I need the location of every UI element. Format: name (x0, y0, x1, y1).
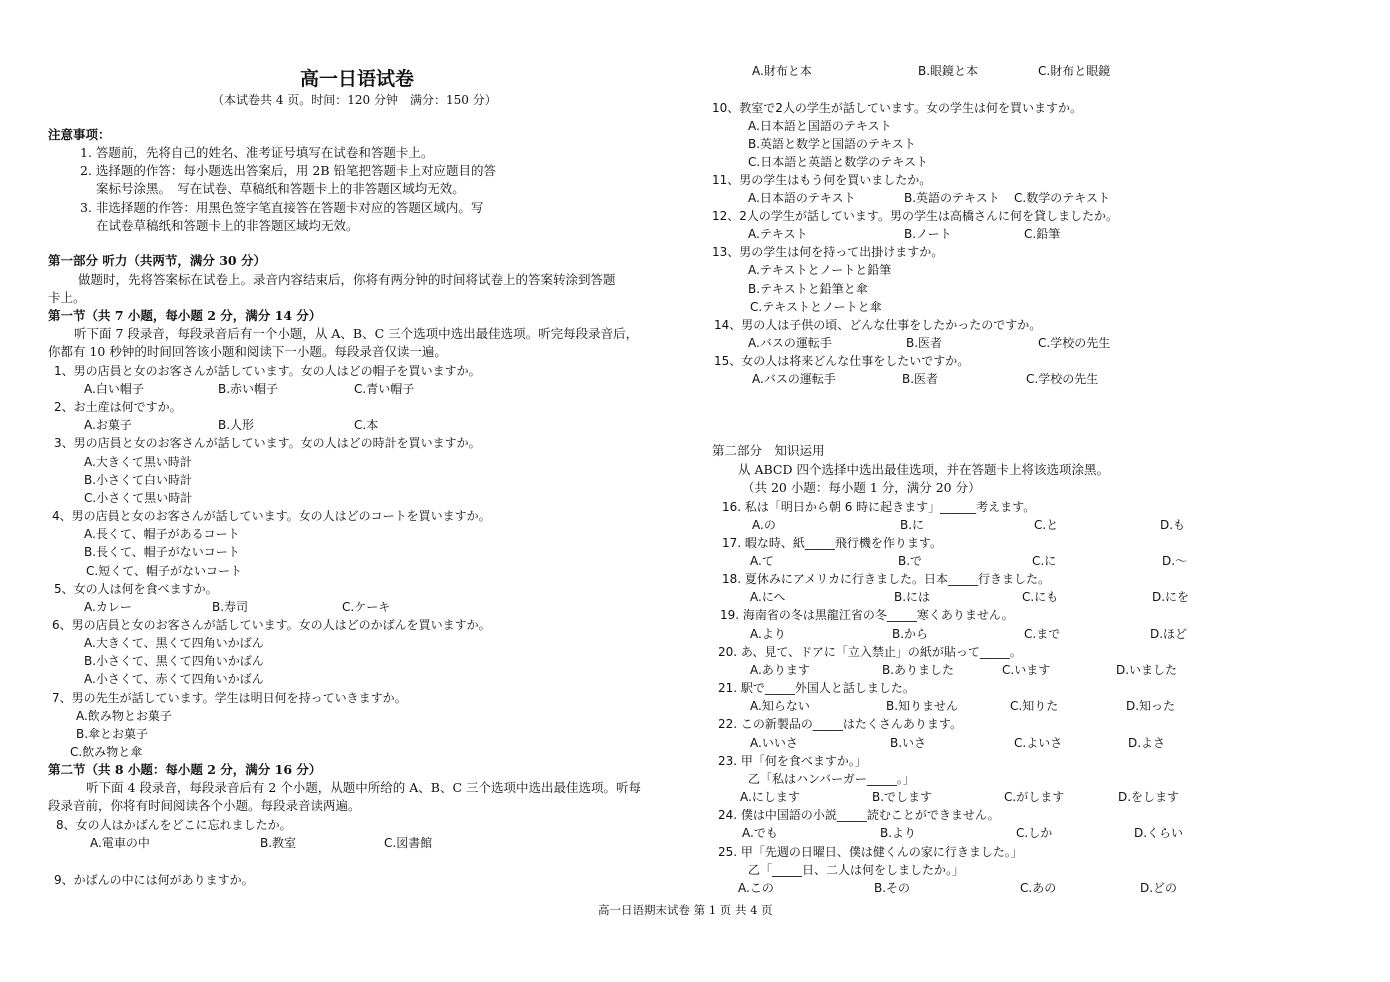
option: A.いいさ (750, 736, 798, 750)
option: B.赤い帽子 (218, 382, 279, 396)
footer-mid: 页 共 (719, 903, 747, 917)
option: C.学校の先生 (1038, 336, 1111, 350)
question-11: 11、男の学生はもう何を買いましたか。 (712, 173, 932, 187)
option: A.テキスト (748, 227, 808, 241)
page-title: 高一日语试卷 (300, 68, 415, 90)
option: A.バスの運転手 (748, 336, 832, 350)
question-4: 4、男の店員と女のお客さんが話しています。女の人はどのコートを買いますか。 (52, 509, 491, 523)
option: B.知りません (886, 699, 959, 713)
option: A.日本語と国語のテキスト (748, 119, 892, 133)
option: D.知った (1126, 699, 1176, 713)
question-20: 20. あ、見て、ドアに「立入禁止」の紙が貼って_____。 (718, 645, 1022, 659)
section1-intro: 你都有 10 秒钟的时间回答该小题和阅读下一小题。每段录音仅读一遍。 (48, 344, 447, 359)
option: C.図書館 (384, 836, 433, 850)
footer-total-pages: 4 (750, 903, 758, 917)
section1-intro: 听下面 7 段录音，每段录音后有一个小题，从 A、B、C 三个选项中选出最佳选项。听完每段录音后， (74, 326, 639, 341)
option: D.にを (1152, 590, 1190, 604)
option: B.より (880, 826, 917, 840)
option: A.大きくて黒い時計 (84, 455, 192, 469)
question-17: 17. 暇な時、紙_____飛行機を作ります。 (722, 536, 942, 550)
option: C.に (1032, 554, 1057, 568)
part2-intro: （共 20 小题：每小题 1 分，满分 20 分） (742, 480, 981, 495)
option: B.英語のテキスト (904, 191, 1000, 205)
option: B.で (898, 554, 923, 568)
question-18: 18. 夏休みにアメリカに行きました。日本_____行きました。 (722, 572, 1051, 586)
option: C.テキストとノートと傘 (750, 300, 882, 314)
option: A.の (752, 518, 776, 532)
option: A.テキストとノートと鉛筆 (748, 263, 892, 277)
notice-line: 案标号涂黑。 写在试卷、草稿纸和答题卡上的非答题区域均无效。 (96, 181, 465, 196)
option: B.英語と数学と国語のテキスト (748, 137, 916, 151)
option: A.飲み物とお菓子 (76, 709, 172, 723)
option: B.小さくて、黒くて四角いかばん (84, 654, 264, 668)
option: A.日本語のテキスト (748, 191, 856, 205)
option: C.数学のテキスト (1014, 191, 1110, 205)
notice-line: 1. 答题前，先将自己的姓名、准考证号填写在试卷和答题卡上。 (80, 145, 434, 160)
option: C.ケーキ (342, 600, 391, 614)
option: B.教室 (260, 836, 297, 850)
part1-heading: 第一部分 听力（共两节，满分 30 分） (48, 253, 266, 268)
option: B.いさ (890, 736, 927, 750)
option: C.学校の先生 (1026, 372, 1099, 386)
page-footer (598, 902, 773, 918)
option: B.テキストと鉛筆と傘 (748, 282, 868, 296)
option: C.鉛筆 (1024, 227, 1061, 241)
option: C.まで (1024, 627, 1061, 641)
question-19: 19. 海南省の冬は黒龍江省の冬_____寒くありません。 (720, 608, 1014, 622)
question-7: 7、男の先生が話しています。学生は明日何を持っていきますか。 (52, 691, 407, 705)
footer-page-number: 1 (708, 903, 717, 917)
option: C.います (1002, 663, 1051, 677)
option: C.知りた (1010, 699, 1059, 713)
option: C.本 (354, 418, 379, 432)
option: A.財布と本 (752, 64, 812, 78)
option: A.この (738, 881, 774, 895)
question-23: 23. 甲「何を食べますか。」 (718, 754, 867, 768)
question-14: 14、男の人は子供の頃、どんな仕事をしたかったのですか。 (714, 318, 1042, 332)
question-15: 15、女の人は将来どんな仕事をしたいですか。 (714, 354, 970, 368)
part2-heading: 第二部分 知识运用 (712, 443, 825, 458)
section1-heading: 第一节（共 7 小题，每小题 2 分，满分 14 分） (48, 308, 322, 323)
option: B.から (892, 627, 929, 641)
option: C.と (1034, 518, 1059, 532)
question-1: 1、男の店員と女のお客さんが話しています。女の人はどの帽子を買いますか。 (54, 364, 481, 378)
option: A.白い帽子 (84, 382, 144, 396)
option: C.にも (1022, 590, 1059, 604)
option: B.その (874, 881, 911, 895)
question-16: 16. 私は「明日から朝 6 時に起きます」______考えます。 (722, 500, 1036, 514)
option: D.くらい (1134, 826, 1184, 840)
option: B.ノート (904, 227, 952, 241)
option: C.あの (1020, 881, 1057, 895)
option: D.をします (1118, 790, 1180, 804)
question-10: 10、教室で2人の学生が話しています。女の学生は何を買いますか。 (712, 101, 1082, 115)
question-21: 21. 駅で_____外国人と話しました。 (718, 681, 915, 695)
option: A.あります (750, 663, 810, 677)
option: C.がします (1004, 790, 1065, 804)
question-5: 5、女の人は何を食べますか。 (54, 582, 218, 596)
option: A.バスの運転手 (752, 372, 836, 386)
question-23-response: 乙「私はハンバーガー_____。」 (748, 772, 915, 786)
option: D.よさ (1128, 736, 1166, 750)
question-2: 2、お土産は何ですか。 (54, 400, 182, 414)
option: B.人形 (218, 418, 255, 432)
option: C.日本語と英語と数学のテキスト (748, 155, 928, 169)
option: B.でします (872, 790, 933, 804)
part1-intro: 卡上。 (48, 290, 86, 305)
option: C.小さくて黒い時計 (84, 491, 193, 505)
question-25: 25. 甲「先週の日曜日、僕は健くんの家に行きました。」 (718, 845, 1023, 859)
option: C.しか (1016, 826, 1053, 840)
option: B.には (894, 590, 931, 604)
option: B.医者 (906, 336, 943, 350)
option: D.どの (1140, 881, 1178, 895)
page-subtitle: （本试卷共 4 页。时间：120 分钟 满分：150 分） (212, 93, 497, 107)
option: D.～ (1162, 554, 1188, 568)
option: A.長くて、帽子があるコート (84, 527, 240, 541)
option: C.青い帽子 (354, 382, 415, 396)
question-6: 6、男の店員と女のお客さんが話しています。女の人はどのかばんを買いますか。 (52, 618, 491, 632)
option: B.に (900, 518, 925, 532)
option: A.カレー (84, 600, 132, 614)
question-13: 13、男の学生は何を持って出掛けますか。 (712, 245, 944, 259)
option: A.より (750, 627, 786, 641)
option: A.知らない (750, 699, 810, 713)
option: A.て (750, 554, 774, 568)
option: C.よいさ (1014, 736, 1063, 750)
option: B.傘とお菓子 (76, 727, 149, 741)
notice-line: 在试卷草稿纸和答题卡上的非答题区域均无效。 (96, 218, 359, 233)
option: D.いました (1116, 663, 1178, 677)
notice-line: 3. 非选择题的作答：用黑色签字笔直接答在答题卡对应的答题区域内。写 (80, 200, 484, 215)
option: A.大きくて、黒くて四角いかばん (84, 636, 264, 650)
option: A.にへ (750, 590, 786, 604)
question-8: 8、女の人はかばんをどこに忘れましたか。 (56, 818, 292, 832)
section2-intro: 听下面 4 段录音，每段录音后有 2 个小题，从题中所给的 A、B、C 三个选项中选出最佳选项。听每 (86, 780, 642, 795)
option: D.も (1160, 518, 1186, 532)
question-12: 12、2人の学生が話しています。男の学生は高橋さんに何を貸しましたか。 (712, 209, 1118, 223)
option: C.短くて、帽子がないコート (86, 564, 242, 578)
option: C.飲み物と傘 (70, 745, 143, 759)
notice-line: 2. 选择题的作答：每小题选出答案后，用 2B 铅笔把答题卡上对应题目的答 (80, 163, 496, 178)
section2-intro: 段录音前，你将有时间阅读各个小题。每段录音读两遍。 (48, 798, 361, 813)
option: A.小さくて、赤くて四角いかばん (84, 672, 264, 686)
option: B.眼鏡と本 (918, 64, 979, 78)
question-9: 9、かばんの中には何がありますか。 (54, 873, 254, 887)
option: A.お菓子 (84, 418, 132, 432)
question-25-response: 乙「_____日、二人は何をしましたか。」 (748, 863, 965, 877)
option: A.にします (740, 790, 800, 804)
footer-prefix: 高一日语期末试卷 第 (598, 903, 706, 917)
notice-heading: 注意事项： (48, 127, 111, 142)
option: B.長くて、帽子がないコート (84, 545, 240, 559)
option: A.電車の中 (90, 836, 150, 850)
section2-heading: 第二节（共 8 小题：每小题 2 分，满分 16 分） (48, 762, 322, 777)
option: D.ほど (1150, 627, 1188, 641)
option: C.財布と眼鏡 (1038, 64, 1111, 78)
question-3: 3、男の店員と女のお客さんが話しています。女の人はどの時計を買いますか。 (54, 436, 481, 450)
option: B.小さくて白い時計 (84, 473, 193, 487)
question-24: 24. 僕は中国語の小説_____読むことができません。 (718, 808, 1000, 822)
footer-suffix: 页 (761, 903, 773, 917)
option: B.寿司 (212, 600, 249, 614)
question-22: 22. この新製品の_____はたくさんあります。 (718, 717, 962, 731)
option: B.ありました (882, 663, 955, 677)
option: B.医者 (902, 372, 939, 386)
option: A.でも (742, 826, 778, 840)
part2-intro: 从 ABCD 四个选择中选出最佳选项，并在答题卡上将该选项涂黑。 (738, 462, 1109, 477)
part1-intro: 做题时，先将答案标在试卷上。录音内容结束后，你将有两分钟的时间将试卷上的答案转涂到答题 (78, 272, 616, 287)
